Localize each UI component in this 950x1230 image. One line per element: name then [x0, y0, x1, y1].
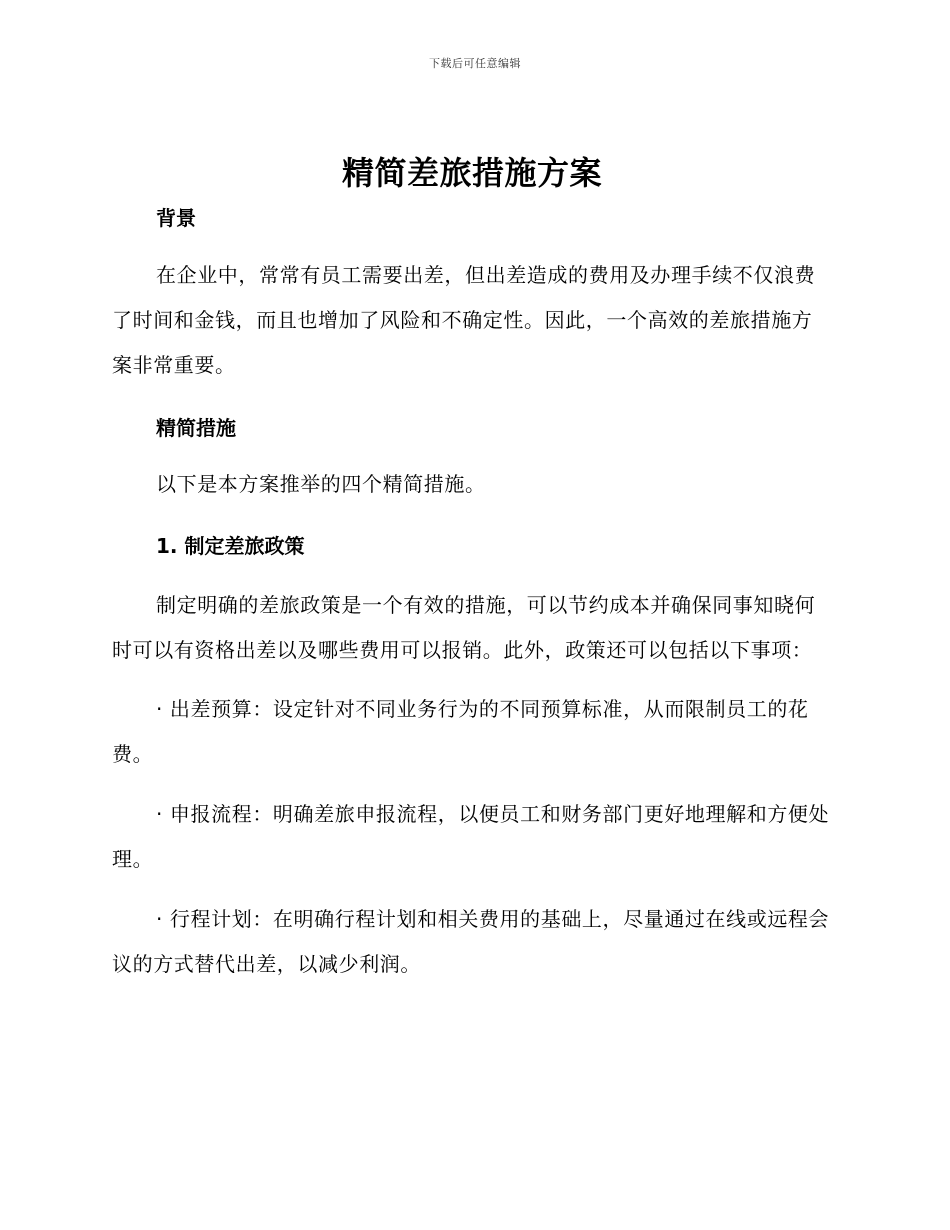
document-title: 精简差旅措施方案	[341, 154, 602, 192]
bullet-item-reporting-process: · 申报流程：明确差旅申报流程，以便员工和财务部门更好地理解和方便处理。	[112, 802, 830, 871]
page-header: 下载后可任意编辑	[429, 57, 521, 70]
bullet-item-budget: · 出差预算：设定针对不同业务行为的不同预算标准，从而限制员工的花费。	[112, 697, 809, 766]
bullet-item-itinerary-plan: · 行程计划：在明确行程计划和相关费用的基础上，尽量通过在线或远程会议的方式替代出差，以减少利润。	[112, 907, 830, 976]
paragraph-background: 在企业中，常常有员工需要出差，但出差造成的费用及办理手续不仅浪费了时间和金钱，而且也增加了风险和不确定性。因此，一个高效的差旅措施方案非常重要。	[112, 263, 816, 377]
document-body	[112, 150, 832, 987]
paragraph-travel-policy: 制定明确的差旅政策是一个有效的措施，可以节约成本并确保同事知晓何时可以有资格出差以及哪些费用可以报销。此外，政策还可以包括以下事项：	[112, 593, 816, 662]
paragraph-measures: 以下是本方案推举的四个精简措施。	[156, 472, 486, 496]
section-heading-background: 背景	[156, 206, 196, 230]
section-heading-travel-policy: 1. 制定差旅政策	[156, 534, 305, 558]
section-heading-measures: 精简措施	[156, 416, 236, 440]
